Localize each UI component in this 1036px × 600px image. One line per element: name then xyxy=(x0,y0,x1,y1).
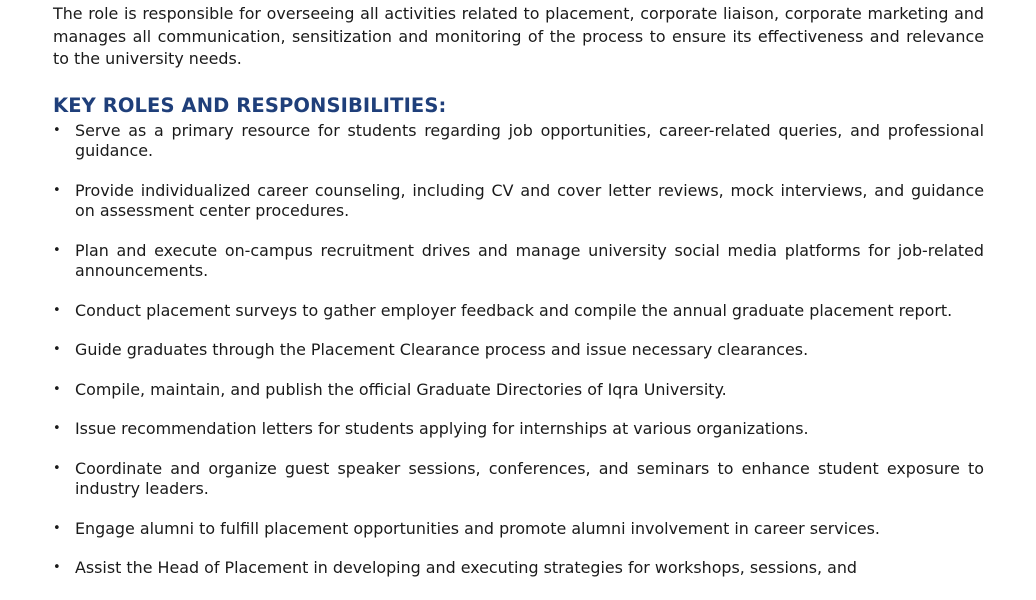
list-item xyxy=(53,459,984,500)
list-item xyxy=(53,340,984,361)
bullet-icon: • xyxy=(53,381,61,397)
list-item xyxy=(53,301,984,322)
bullet-icon: • xyxy=(53,421,61,436)
list-item xyxy=(53,419,984,440)
list-item-text: Provide individualized career counseling, including CV and cover letter reviews, mock interviews, and guidance on assessment center procedures. xyxy=(75,180,984,220)
bullet-icon: • xyxy=(53,342,61,357)
list-item xyxy=(53,380,984,401)
list-item-text: Issue recommendation letters for students applying for internships at various organizations. xyxy=(75,419,809,438)
list-item-text: Plan and execute on-campus recruitment drives and manage university social media platforms for job-related announcements. xyxy=(75,240,984,280)
list-item-text: Guide graduates through the Placement Clearance process and issue necessary clearances. xyxy=(75,340,809,359)
list-item-text: Engage alumni to fulfill placement opportunities and promote alumni involvement in career services. xyxy=(75,518,880,538)
list-item xyxy=(53,241,984,282)
role-summary-paragraph: The role is responsible for overseeing all activities related to placement, corporate liaison, corporate marketing and manages all communication, sensitization and monitoring of the process to ensure its effectiveness and relevance to the university needs. xyxy=(53,4,984,68)
bullet-icon: • xyxy=(53,520,61,536)
bullet-icon: • xyxy=(53,122,61,138)
list-item-text: Conduct placement surveys to gather employer feedback and compile the annual graduate placement report. xyxy=(75,300,953,320)
list-item-text: Serve as a primary resource for students regarding job opportunities, career-related queries, and professional guidance. xyxy=(75,120,984,160)
bullet-icon: • xyxy=(53,560,61,575)
bullet-icon: • xyxy=(53,302,61,318)
list-item-text: Coordinate and organize guest speaker sessions, conferences, and seminars to enhance student exposure to industry leaders. xyxy=(75,458,984,498)
list-item xyxy=(53,519,984,540)
list-item-text: Assist the Head of Placement in developing and executing strategies for workshops, sessions, and xyxy=(75,558,857,577)
list-item xyxy=(53,121,984,162)
list-item-text: Compile, maintain, and publish the official Graduate Directories of Iqra University. xyxy=(75,379,727,399)
bullet-icon: • xyxy=(53,460,61,476)
list-item xyxy=(53,558,984,579)
bullet-icon: • xyxy=(53,182,61,198)
section-heading: KEY ROLES AND RESPONSIBILITIES: xyxy=(53,93,447,117)
document-page xyxy=(53,3,984,598)
responsibilities-list xyxy=(53,121,984,579)
list-item xyxy=(53,181,984,222)
bullet-icon: • xyxy=(53,242,61,258)
